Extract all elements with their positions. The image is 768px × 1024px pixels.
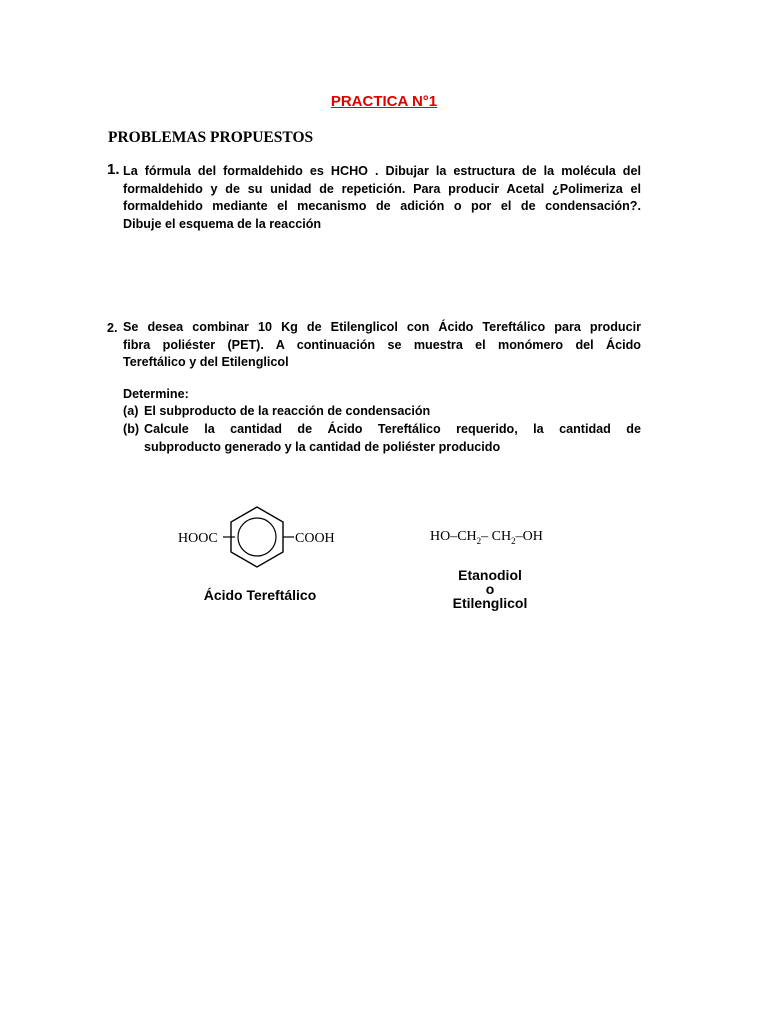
problem-text [123,163,641,233]
determine-heading: Determine: [123,386,189,401]
item-label: (a) [123,404,139,419]
aromatic-circle [238,518,276,556]
text-line: Tereftálico y del Etilenglicol [123,355,289,370]
text-line: formaldehido y de su unidad de repetición. Para producir Acetal ¿Polimeriza el [123,181,641,196]
item-label: (b) [123,421,140,436]
ethylene-glycol-formula [430,529,543,546]
terephthalic-acid-name: Ácido Tereftálico [203,587,317,603]
formula-part: HO–CH [430,529,477,544]
name-line: Etilenglicol [452,595,528,611]
text-line: fibra poliéster (PET). A continuación se muestra el monómero del Ácido [123,337,641,352]
problem-2 [107,319,641,456]
problem-text [123,319,641,372]
text-line: Calcule la cantidad de Ácido Tereftálico requerido, la cantidad de [144,421,641,436]
terephthalic-acid-structure [170,500,370,580]
problem-number: 2. [107,321,118,335]
subscript: 2 [511,535,516,546]
formula-part: –OH [515,529,543,544]
text-line: Se desea combinar 10 Kg de Etilenglicol con Ácido Tereftálico para producir [123,320,641,334]
problem-number: 1. [107,161,120,178]
text-line: El subproducto de la reacción de condensación [144,404,431,419]
problem-1 [107,163,641,233]
ethylene-glycol-name [430,567,550,611]
determine-item-a [123,403,641,421]
text-line: La fórmula del formaldehido es HCHO . Dibujar la estructura de la molécula del [123,164,641,178]
formula-part: – CH [481,529,512,544]
determine-item-b [123,421,641,456]
text-line: Dibuje el esquema de la reacción [123,216,322,231]
cooh-group: COOH [295,531,335,546]
benzene-ring [231,507,283,567]
subscript: 2 [476,535,482,546]
hooc-group: HOOC [178,531,218,546]
page-title: PRACTICA N°1 [330,93,438,110]
name-line: Etanodiol [458,567,522,583]
text-line: subproducto generado y la cantidad de poliéster producido [144,439,501,454]
name-line: o [485,581,495,597]
text-line: formaldehido mediante el mecanismo de adición o por el de condensación?. [123,199,641,214]
section-heading: PROBLEMAS PROPUESTOS [108,129,314,146]
